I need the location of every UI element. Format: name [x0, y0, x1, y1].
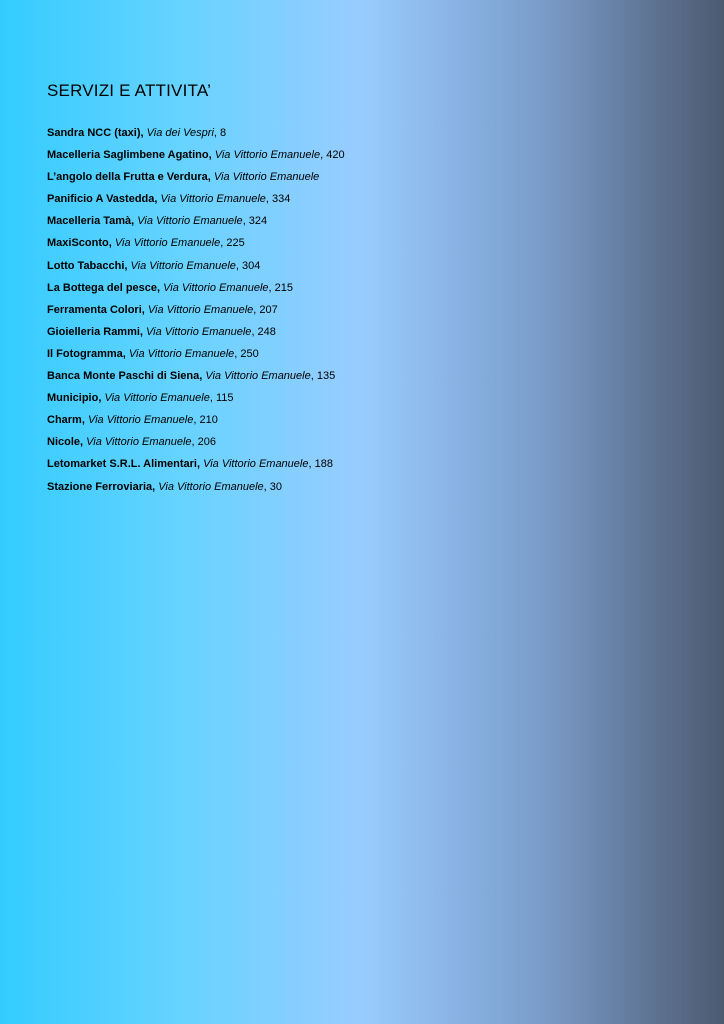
street-name: Via Vittorio Emanuele: [86, 436, 192, 449]
business-name: Panificio A Vastedda,: [47, 193, 158, 206]
street-number: , 135: [310, 370, 336, 383]
street-name: Via Vittorio Emanuele: [158, 480, 264, 493]
street-name: Via Vittorio Emanuele: [137, 215, 243, 228]
street-number: , 334: [265, 193, 291, 206]
street-name: Via Vittorio Emanuele: [205, 370, 311, 383]
street-name: Via Vittorio Emanuele: [87, 414, 194, 427]
business-name: Municipio,: [47, 392, 102, 405]
business-name: Banca Monte Paschi di Siena,: [47, 370, 203, 383]
business-name: Macelleria Saglimbene Agatino,: [47, 149, 212, 162]
street-number: , 225: [220, 237, 245, 250]
list-item: [47, 255, 687, 277]
street-number: , 8: [213, 127, 227, 139]
street-number: , 115: [209, 392, 234, 405]
business-name: L’angolo della Frutta e Verdura,: [47, 171, 211, 184]
list-item: [47, 210, 687, 232]
list-item: [47, 453, 687, 475]
street-number: , 207: [253, 303, 278, 316]
list-item: [47, 299, 687, 321]
street-name: Via Vittorio Emanuele: [147, 303, 254, 316]
business-name: La Bottega del pesce,: [47, 281, 161, 294]
list-item: [47, 476, 687, 498]
list-item: [47, 277, 687, 299]
business-name: Letomarket S.R.L. Alimentari,: [47, 458, 201, 471]
list-item: [47, 232, 687, 254]
street-name: Via Vittorio Emanuele: [146, 325, 252, 338]
list-item: [47, 365, 687, 387]
street-name: Via Vittorio Emanuele: [128, 347, 235, 360]
business-name: MaxiSconto,: [47, 237, 112, 250]
list-item: [47, 122, 687, 144]
street-name: Via Vittorio Emanuele: [104, 392, 210, 405]
list-item: [47, 343, 687, 365]
business-name: Sandra NCC (taxi),: [47, 127, 144, 139]
street-name: Via Vittorio Emanuele: [163, 281, 269, 294]
street-number: , 206: [191, 436, 216, 449]
street-number: , 324: [242, 215, 268, 228]
business-name: Charm,: [47, 414, 85, 427]
street-number: , 248: [251, 325, 276, 338]
street-number: , 250: [234, 347, 259, 360]
street-number: , 30: [263, 480, 283, 493]
street-name: Via Vittorio Emanuele: [203, 458, 309, 471]
business-name: Stazione Ferroviaria,: [47, 480, 156, 493]
list-item: [47, 144, 687, 166]
street-name: Via Vittorio Emanuele: [214, 149, 321, 162]
street-name: Via Vittorio Emanuele: [213, 171, 320, 184]
street-name: Via Vittorio Emanuele: [130, 259, 236, 272]
business-name: Gioielleria Rammi,: [47, 325, 143, 338]
list-item: [47, 387, 687, 409]
street-number: , 304: [235, 259, 261, 272]
business-name: Il Fotogramma,: [47, 347, 126, 360]
business-name: Ferramenta Colori,: [47, 303, 145, 316]
list-item: [47, 166, 687, 188]
list-item: [47, 188, 687, 210]
list-item: [47, 431, 687, 453]
services-list: [47, 122, 687, 498]
business-name: Lotto Tabacchi,: [47, 259, 128, 272]
page-title: SERVIZI E ATTIVITA’: [47, 81, 212, 100]
street-name: Via Vittorio Emanuele: [114, 237, 221, 250]
business-name: Macelleria Tamà,: [47, 215, 135, 228]
document-page: [47, 80, 687, 498]
list-item: [47, 409, 687, 431]
list-item: [47, 321, 687, 343]
street-number: , 188: [308, 458, 333, 471]
street-number: , 420: [320, 149, 345, 162]
business-name: Nicole,: [47, 436, 84, 449]
street-number: , 210: [193, 414, 218, 427]
street-name: Via Vittorio Emanuele: [160, 193, 266, 206]
street-name: Via dei Vespri: [146, 127, 214, 139]
street-number: , 215: [268, 281, 294, 294]
